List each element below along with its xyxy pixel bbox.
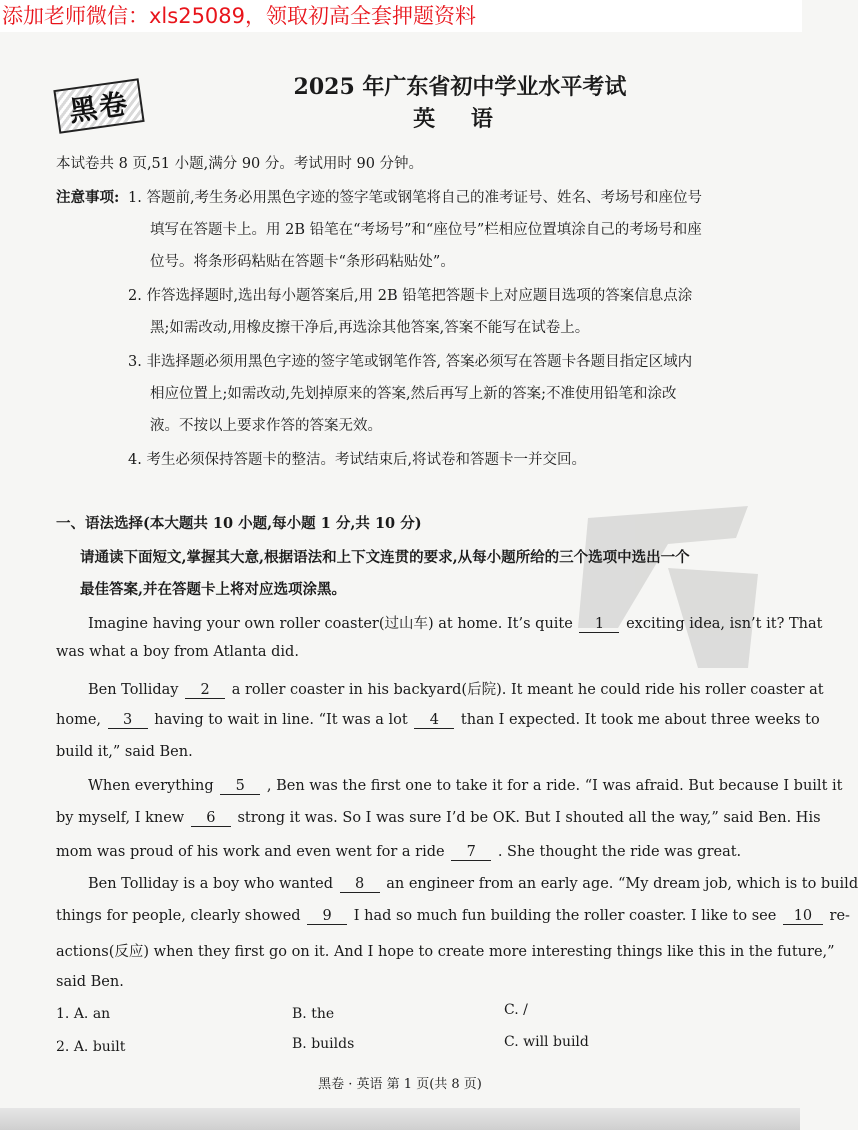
passage-line xyxy=(56,712,820,729)
passage-line: build it,” said Ben. xyxy=(56,744,193,760)
passage-text: mom was proud of his work and even went for a ride xyxy=(56,844,445,860)
passage-line: actions(反应) when they first go on it. And I hope to create more interesting things like this in the future,” xyxy=(56,944,835,960)
passage-line xyxy=(88,612,822,633)
passage-text: re- xyxy=(829,908,850,924)
exam-intro: 本试卷共 8 页,51 小题,满分 90 分。考试用时 90 分钟。 xyxy=(56,156,424,172)
passage-line: was what a boy from Atlanta did. xyxy=(56,644,299,660)
notes-line: 1. 答题前,考生务必用黑色字迹的签字笔或钢笔将自己的准考证号、姓名、考场号和座位号 xyxy=(128,190,703,206)
blank-6: 6 xyxy=(191,811,231,827)
blank-2: 2 xyxy=(185,683,225,699)
passage-line xyxy=(56,908,850,925)
notes-line: 3. 非选择题必须用黑色字迹的签字笔或钢笔作答, 答案必须写在答题卡各题目指定区域内 xyxy=(128,354,693,370)
option-row xyxy=(56,1039,125,1055)
option-row xyxy=(56,1006,110,1022)
exam-title: 2025 年广东省初中学业水平考试 xyxy=(293,74,627,100)
section-heading: 一、语法选择(本大题共 10 小题,每小题 1 分,共 10 分) xyxy=(56,515,422,532)
show-through-mark xyxy=(548,478,776,678)
blank-7: 7 xyxy=(451,845,491,861)
question-number: 2. xyxy=(56,1039,70,1055)
notes-line: 位号。将条形码粘贴在答题卡“条形码粘贴处”。 xyxy=(150,254,455,270)
option-a: A. built xyxy=(73,1039,126,1055)
blank-3: 3 xyxy=(108,713,148,729)
passage-line xyxy=(56,844,741,861)
notes-label: 注意事项: xyxy=(56,189,120,206)
passage-text: exciting idea, isn’t it? That xyxy=(626,616,823,632)
watermark-banner: 添加老师微信：xls25089，领取初高全套押题资料 xyxy=(0,0,802,32)
heijuan-stamp xyxy=(53,78,144,134)
passage-line xyxy=(88,778,842,795)
passage-line xyxy=(88,876,858,893)
passage-line: said Ben. xyxy=(56,974,124,990)
exam-subject: 英 语 xyxy=(413,106,507,132)
stamp-text: 黑卷 xyxy=(67,86,132,129)
option-c: C. / xyxy=(504,1002,528,1018)
section-instruction: 最佳答案,并在答题卡上将对应选项涂黑。 xyxy=(80,581,347,598)
passage-text: having to wait in line. “It was a lot xyxy=(154,712,408,728)
question-number: 1. xyxy=(56,1006,70,1022)
blank-4: 4 xyxy=(414,713,454,729)
notes-line: 2. 作答选择题时,选出每小题答案后,用 2B 铅笔把答题卡上对应题目选项的答案信息点涂 xyxy=(128,288,693,304)
passage-line xyxy=(88,678,824,699)
blank-1: 1 xyxy=(579,617,619,633)
notes-line: 黑;如需改动,用橡皮擦干净后,再选涂其他答案,答案不能写在试卷上。 xyxy=(150,320,590,336)
passage-text: strong it was. So I was sure I’d be OK. But I shouted all the way,” said Ben. His xyxy=(237,810,821,826)
section-instruction: 请通读下面短文,掌握其大意,根据语法和上下文连贯的要求,从每小题所给的三个选项中选出一个 xyxy=(80,549,690,566)
notes-line: 液。不按以上要求作答的答案无效。 xyxy=(150,418,382,434)
passage-line xyxy=(56,810,821,827)
passage-text: Imagine having your own roller coaster(过山车) at home. It’s quite xyxy=(88,616,573,632)
passage-text: than I expected. It took me about three weeks to xyxy=(460,712,820,728)
blank-5: 5 xyxy=(220,779,260,795)
passage-text: Ben Tolliday xyxy=(88,682,179,698)
passage-text: home, xyxy=(56,712,102,728)
passage-text: I had so much fun building the roller coaster. I like to see xyxy=(353,908,777,924)
passage-text: . She thought the ride was great. xyxy=(497,844,742,860)
notes-line: 相应位置上;如需改动,先划掉原来的答案,然后再写上新的答案;不准使用铅笔和涂改 xyxy=(150,386,677,402)
blank-9: 9 xyxy=(307,909,347,925)
option-a: A. an xyxy=(73,1006,111,1022)
option-b: B. builds xyxy=(292,1036,355,1052)
scan-edge xyxy=(0,1108,800,1130)
option-b: B. the xyxy=(292,1006,335,1022)
passage-text: When everything xyxy=(88,778,214,794)
passage-text: , Ben was the first one to take it for a ride. “I was afraid. But because I built it xyxy=(266,778,843,794)
passage-text: by myself, I knew xyxy=(56,810,185,826)
notes-line: 填写在答题卡上。用 2B 铅笔在“考场号”和“座位号”栏相应位置填涂自己的考场号和座 xyxy=(150,222,702,238)
passage-text: Ben Tolliday is a boy who wanted xyxy=(88,876,334,892)
notes-line: 4. 考生必须保持答题卡的整洁。考试结束后,将试卷和答题卡一并交回。 xyxy=(128,452,587,468)
page-footer: 黑卷 · 英语 第 1 页(共 8 页) xyxy=(318,1077,482,1092)
option-c: C. will build xyxy=(504,1034,589,1050)
passage-text: things for people, clearly showed xyxy=(56,908,301,924)
blank-8: 8 xyxy=(340,877,380,893)
passage-text: a roller coaster in his backyard(后院). It meant he could ride his roller coaster at xyxy=(231,682,824,698)
blank-10: 10 xyxy=(783,909,823,925)
passage-text: an engineer from an early age. “My dream job, which is to build xyxy=(386,876,858,892)
